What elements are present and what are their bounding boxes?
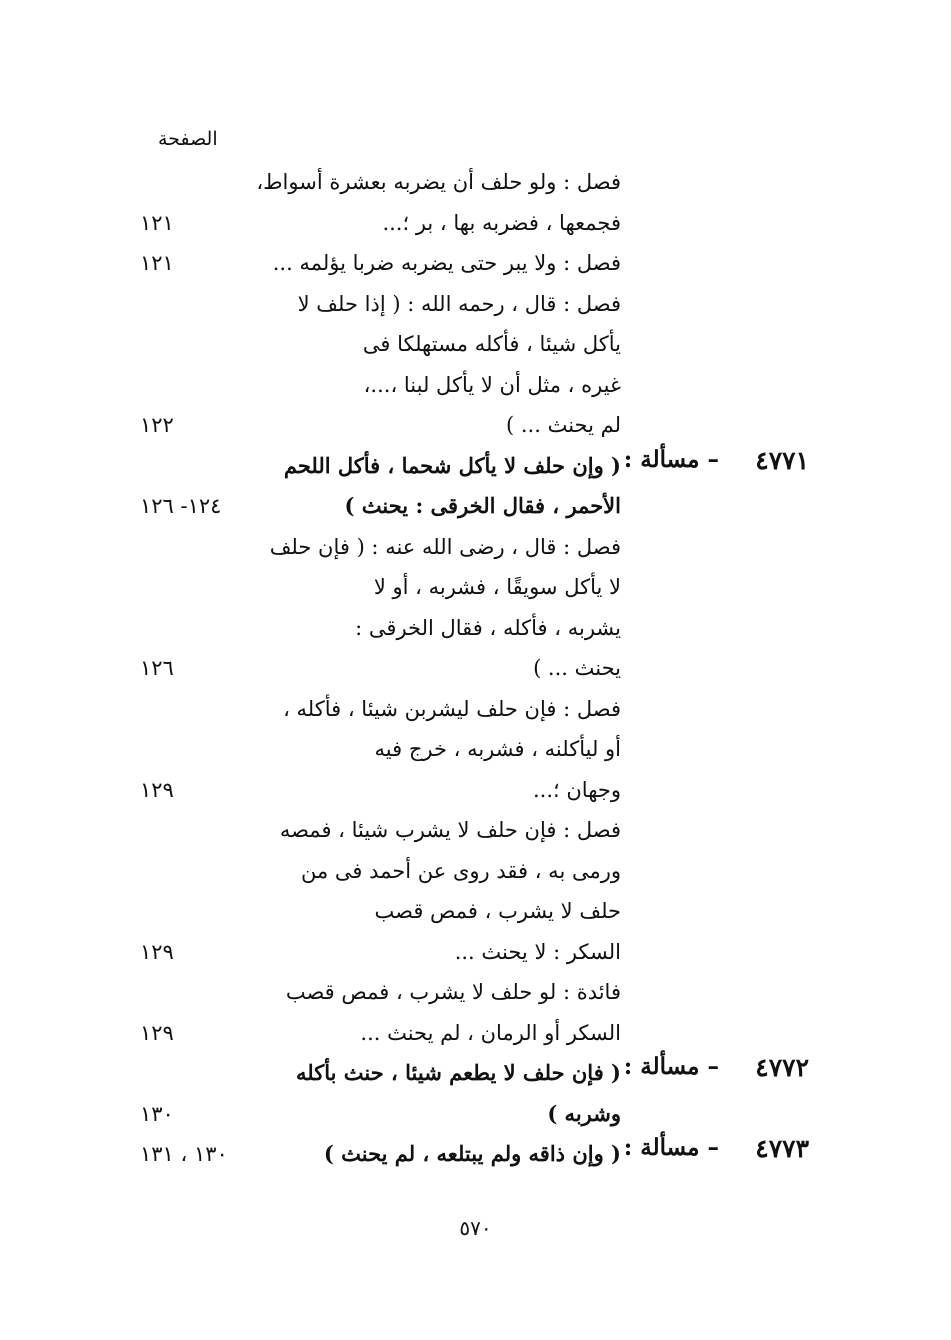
index-entry-text: السكر : لا يحنث ...	[454, 939, 621, 964]
index-page-ref: ١٣٠ ، ١٣١	[140, 1142, 228, 1166]
masala-number: ٤٧٧٢	[755, 1053, 809, 1082]
masala-label: – مسألة :	[623, 1134, 719, 1161]
index-page-ref: ١٢٦	[140, 656, 174, 680]
page-number: ٥٧٠	[459, 1216, 492, 1240]
index-entry-text: يشربه ، فأكله ، فقال الخرقى :	[355, 615, 621, 640]
index-line	[0, 648, 951, 688]
index-entry-text: وجهان ؛...	[533, 777, 621, 802]
index-line	[0, 851, 951, 891]
index-entry-text: يأكل شيئا ، فأكله مستهلكا فى	[362, 332, 621, 356]
index-entry-text: فصل : فإن حلف ليشربن شيئا ، فأكله ،	[283, 696, 621, 721]
index-page-ref: ١٢١	[140, 210, 174, 235]
index-entry-text: ورمى به ، فقد روى عن أحمد فى من	[301, 858, 621, 883]
index-entry-text: يحنث ... )	[533, 656, 621, 680]
masala-number: ٤٧٧١	[755, 445, 809, 475]
masala-label: – مسألة :	[623, 1053, 719, 1080]
index-entry-text: السكر أو الرمان ، لم يحنث ...	[360, 1020, 621, 1045]
index-entry-text: لا يأكل سويقًا ، فشربه ، أو لا	[373, 575, 621, 599]
index-page-ref: ١٢٩	[140, 1020, 174, 1045]
page-column-header: الصفحة	[158, 128, 218, 150]
index-line	[0, 162, 951, 202]
index-entry-text: الأحمر ، فقال الخرقى : يحنث )	[344, 493, 621, 518]
index-line	[0, 1013, 951, 1053]
masala-label: – مسألة :	[623, 445, 719, 473]
index-entry-text: ( فإن حلف لا يطعم شيئا ، حنث بأكله	[296, 1060, 621, 1085]
index-entry-text: ( وإن ذاقه ولم يبتلعه ، لم يحنث )	[323, 1141, 621, 1166]
index-entry-text: غيره ، مثل أن لا يأكل لبنا ،...،	[363, 372, 621, 397]
index-entry-text: فجمعها ، فضربه بها ، بر ؛...	[382, 210, 621, 235]
index-line	[0, 810, 951, 850]
index-entry-text: فصل : قال ، رحمه الله : ( إذا حلف لا	[297, 291, 621, 316]
index-entry-text: فصل : فإن حلف لا يشرب شيئا ، فمصه	[279, 818, 621, 842]
index-page-ref: ١٢٩	[140, 939, 174, 964]
index-line	[0, 729, 951, 769]
index-page-ref: ١٢٩	[140, 777, 174, 802]
index-line	[0, 770, 951, 810]
index-entry-text: أو ليأكلنه ، فشربه ، خرج فيه	[374, 737, 621, 761]
index-entry-text: ( وإن حلف لا يأكل شحما ، فأكل اللحم	[283, 452, 621, 478]
index-line	[0, 527, 951, 567]
index-page-ref: ١٢١	[140, 251, 174, 275]
index-line	[0, 1134, 951, 1174]
index-line	[0, 486, 951, 526]
index-line	[0, 446, 951, 486]
index-entry-text: حلف لا يشرب ، فمص قصب	[374, 899, 621, 923]
index-line	[0, 203, 951, 243]
index-line	[0, 891, 951, 931]
index-line	[0, 608, 951, 648]
index-page-ref: ١٢٤- ١٢٦	[140, 494, 222, 518]
index-line	[0, 1094, 951, 1134]
index-entry-text: لم يحنث ... )	[506, 413, 621, 437]
index-page-ref: ١٢٢	[140, 413, 174, 437]
index-line	[0, 689, 951, 729]
index-line	[0, 324, 951, 364]
index-line	[0, 567, 951, 607]
index-entry-text: فائدة : لو حلف لا يشرب ، فمص قصب	[285, 980, 621, 1004]
index-line	[0, 284, 951, 324]
masala-number: ٤٧٧٣	[755, 1134, 809, 1163]
index-line	[0, 972, 951, 1012]
index-entry-text: فصل : ولو حلف أن يضربه بعشرة أسواط،	[256, 170, 621, 194]
index-line	[0, 932, 951, 972]
index-line	[0, 405, 951, 445]
index-line	[0, 365, 951, 405]
index-entry-text: فصل : ولا يبر حتى يضربه ضربا يؤلمه ...	[272, 251, 621, 275]
index-entry-text: وشربه )	[547, 1100, 621, 1126]
index-page-ref: ١٣٠	[140, 1101, 174, 1126]
index-line	[0, 243, 951, 283]
index-entry-text: فصل : قال ، رضى الله عنه : ( فإن حلف	[269, 534, 621, 559]
index-line	[0, 1053, 951, 1093]
